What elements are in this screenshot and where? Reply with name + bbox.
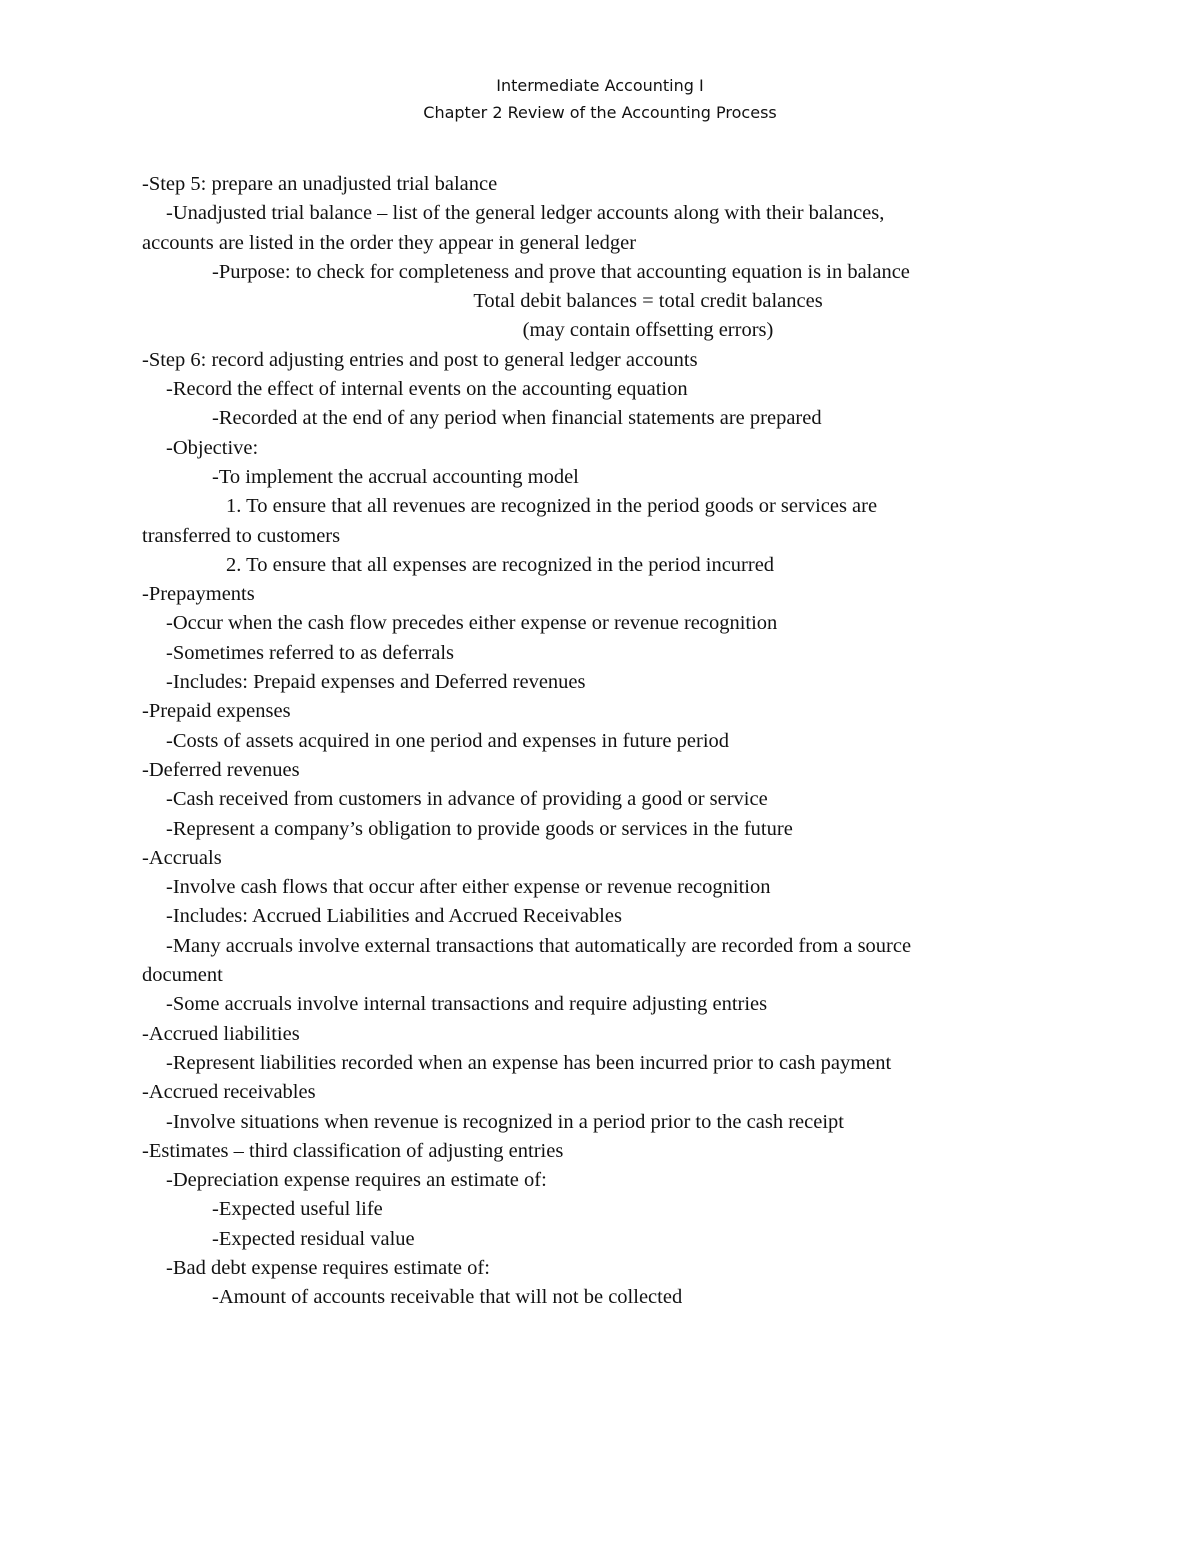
note-line: -Recorded at the end of any period when financial statements are prepared — [212, 407, 822, 430]
note-line: -Accruals — [142, 846, 222, 869]
note-line: -Costs of assets acquired in one period and expenses in future period — [166, 729, 730, 752]
note-line: -Prepayments — [142, 583, 255, 606]
note-line: -Estimates – third classification of adjusting entries — [142, 1139, 564, 1162]
note-line: -Depreciation expense requires an estimate of: — [166, 1169, 547, 1192]
note-line: -Bad debt expense requires estimate of: — [166, 1256, 490, 1279]
note-line: -Sometimes referred to as deferrals — [166, 641, 455, 664]
note-line: transferred to customers — [142, 524, 341, 547]
note-line: -Involve cash flows that occur after either expense or revenue recognition — [166, 876, 771, 899]
note-line: -Unadjusted trial balance – list of the general ledger accounts along with their balances, — [166, 202, 885, 225]
note-line: -Step 5: prepare an unadjusted trial balance — [142, 173, 498, 195]
note-line: -Amount of accounts receivable that will not be collected — [212, 1286, 683, 1309]
note-line: 1. To ensure that all revenues are recognized in the period goods or services are — [226, 495, 878, 518]
chapter-title: Chapter 2 Review of the Accounting Process — [423, 103, 777, 122]
note-line: -To implement the accrual accounting model — [212, 465, 579, 488]
note-line: -Cash received from customers in advance of providing a good or service — [166, 788, 768, 811]
note-line: accounts are listed in the order they appear in general ledger — [142, 231, 637, 254]
note-line: -Accrued receivables — [142, 1081, 316, 1104]
note-line: -Expected residual value — [212, 1227, 415, 1250]
note-line: -Occur when the cash flow precedes either expense or revenue recognition — [166, 612, 778, 635]
notes-body — [140, 170, 1040, 1313]
note-line: -Represent liabilities recorded when an expense has been incurred prior to cash payment — [166, 1051, 892, 1074]
note-line: Total debit balances = total credit balances — [473, 290, 823, 313]
note-line: -Prepaid expenses — [142, 700, 291, 723]
note-line: -Purpose: to check for completeness and prove that accounting equation is in balance — [212, 260, 910, 283]
note-line: (may contain offsetting errors) — [522, 319, 774, 342]
note-line: -Involve situations when revenue is recognized in a period prior to the cash receipt — [166, 1110, 844, 1133]
note-line: -Some accruals involve internal transactions and require adjusting entries — [166, 993, 768, 1016]
course-title: Intermediate Accounting I — [496, 76, 704, 95]
note-line: 2. To ensure that all expenses are recognized in the period incurred — [226, 553, 775, 576]
note-line: -Represent a company’s obligation to provide goods or services in the future — [166, 817, 793, 840]
note-line: -Objective: — [166, 436, 259, 459]
note-line: -Step 6: record adjusting entries and post to general ledger accounts — [142, 348, 698, 371]
note-line: -Accrued liabilities — [142, 1022, 300, 1045]
note-line: -Includes: Prepaid expenses and Deferred revenues — [166, 671, 586, 694]
note-line: -Expected useful life — [212, 1198, 383, 1221]
note-line: -Record the effect of internal events on the accounting equation — [166, 378, 688, 401]
note-line: document — [142, 964, 223, 987]
note-line: -Many accruals involve external transactions that automatically are recorded from a source — [166, 934, 912, 957]
note-line: -Deferred revenues — [142, 758, 300, 781]
note-line: -Includes: Accrued Liabilities and Accrued Receivables — [166, 905, 622, 928]
